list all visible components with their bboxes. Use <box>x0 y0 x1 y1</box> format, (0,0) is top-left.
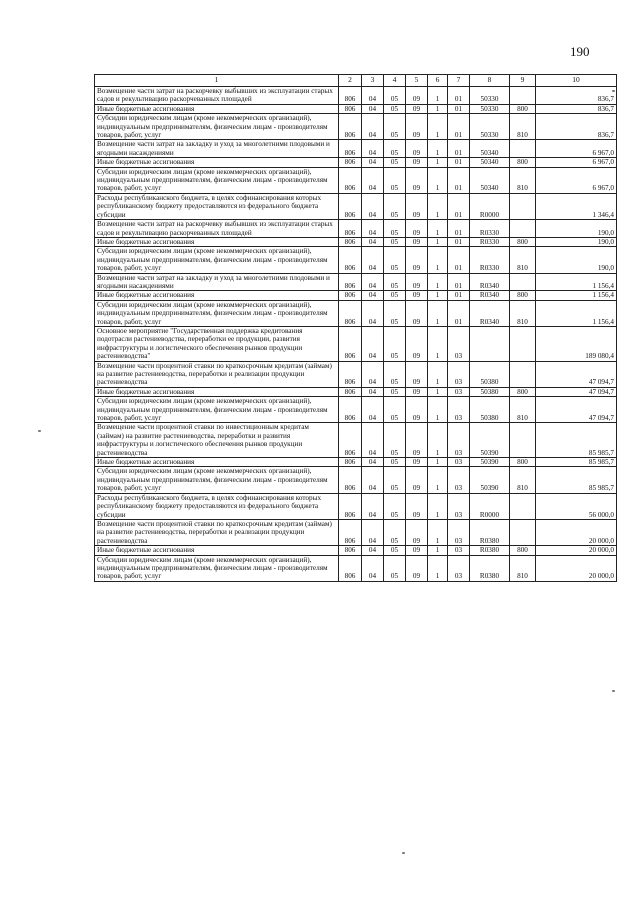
code-cell-c8: 50380 <box>470 397 510 423</box>
code-cell-c5: 09 <box>406 467 428 493</box>
code-cell-c2: 806 <box>339 273 362 291</box>
code-cell-c8: R0340 <box>470 273 510 291</box>
code-cell-c9: 810 <box>510 167 536 193</box>
code-cell-c5: 09 <box>406 361 428 387</box>
amount-cell: 47 094,7 <box>536 397 617 423</box>
column-header: 2 <box>339 75 362 87</box>
code-cell-c9: 800 <box>510 546 536 555</box>
code-cell-c2: 806 <box>339 220 362 238</box>
code-cell-c3: 04 <box>362 361 384 387</box>
code-cell-c7: 03 <box>448 467 470 493</box>
amount-cell: 190,0 <box>536 247 617 273</box>
table-row <box>95 237 617 246</box>
code-cell-c4: 05 <box>384 140 406 158</box>
row-name-cell: Возмещение части затрат на раскорчевку выбывших из эксплуатации старых садов и рекультивацию раскорчеванных площадей <box>95 87 339 105</box>
code-cell-c4: 05 <box>384 167 406 193</box>
code-cell-c4: 05 <box>384 247 406 273</box>
code-cell-c3: 04 <box>362 493 384 519</box>
code-cell-c7: 03 <box>448 458 470 467</box>
budget-table <box>94 74 617 582</box>
code-cell-c5: 09 <box>406 546 428 555</box>
code-cell-c8: 50340 <box>470 158 510 167</box>
code-cell-c2: 806 <box>339 555 362 581</box>
code-cell-c4: 05 <box>384 273 406 291</box>
code-cell-c6: 1 <box>428 361 448 387</box>
table-row <box>95 158 617 167</box>
code-cell-c4: 05 <box>384 387 406 396</box>
code-cell-c7: 03 <box>448 555 470 581</box>
column-header: 3 <box>362 75 384 87</box>
code-cell-c3: 04 <box>362 467 384 493</box>
code-cell-c7: 03 <box>448 519 470 545</box>
table-row <box>95 397 617 423</box>
amount-cell: 56 000,0 <box>536 493 617 519</box>
code-cell-c7: 01 <box>448 104 470 113</box>
code-cell-c5: 09 <box>406 493 428 519</box>
code-cell-c8: R0380 <box>470 519 510 545</box>
amount-cell: 1 156,4 <box>536 300 617 326</box>
code-cell-c7: 01 <box>448 247 470 273</box>
code-cell-c3: 04 <box>362 291 384 300</box>
code-cell-c2: 806 <box>339 158 362 167</box>
code-cell-c7: 01 <box>448 220 470 238</box>
code-cell-c6: 1 <box>428 114 448 140</box>
code-cell-c9 <box>510 493 536 519</box>
amount-cell: 6 967,0 <box>536 167 617 193</box>
amount-cell: 20 000,0 <box>536 555 617 581</box>
code-cell-c3: 04 <box>362 397 384 423</box>
code-cell-c4: 05 <box>384 546 406 555</box>
code-cell-c8: 50390 <box>470 458 510 467</box>
code-cell-c6: 1 <box>428 493 448 519</box>
row-name-cell: Возмещение части процентной ставки по инвестиционным кредитам (займам) на развитие растениеводства, переработки и развития инфраструктуры и логистического обеспечения рынков продукции растениеводства <box>95 423 339 458</box>
table-row <box>95 546 617 555</box>
code-cell-c3: 04 <box>362 387 384 396</box>
amount-cell: 20 000,0 <box>536 519 617 545</box>
scan-speck <box>402 852 405 854</box>
code-cell-c5: 09 <box>406 247 428 273</box>
table-row <box>95 467 617 493</box>
code-cell-c9: 800 <box>510 104 536 113</box>
amount-cell: 189 080,4 <box>536 326 617 361</box>
table-row <box>95 423 617 458</box>
column-header: 4 <box>384 75 406 87</box>
code-cell-c7: 01 <box>448 273 470 291</box>
table-row <box>95 493 617 519</box>
table-row <box>95 220 617 238</box>
code-cell-c7: 03 <box>448 397 470 423</box>
code-cell-c8: R0330 <box>470 237 510 246</box>
code-cell-c4: 05 <box>384 237 406 246</box>
amount-cell: 836,7 <box>536 87 617 105</box>
code-cell-c6: 1 <box>428 237 448 246</box>
code-cell-c8: 50390 <box>470 467 510 493</box>
row-name-cell: Иные бюджетные ассигнования <box>95 158 339 167</box>
code-cell-c3: 04 <box>362 237 384 246</box>
code-cell-c2: 806 <box>339 387 362 396</box>
code-cell-c3: 04 <box>362 87 384 105</box>
row-name-cell: Возмещение части затрат на закладку и уход за многолетними плодовыми и ягодными насаждениями <box>95 273 339 291</box>
code-cell-c6: 1 <box>428 193 448 219</box>
row-name-cell: Иные бюджетные ассигнования <box>95 237 339 246</box>
row-name-cell: Субсидии юридическим лицам (кроме некоммерческих организаций), индивидуальным предпринимателям, физическим лицам - производителям товаров, работ, услуг <box>95 300 339 326</box>
code-cell-c8: R0380 <box>470 555 510 581</box>
code-cell-c8: 50390 <box>470 423 510 458</box>
amount-cell: 190,0 <box>536 220 617 238</box>
code-cell-c8: 50330 <box>470 104 510 113</box>
code-cell-c3: 04 <box>362 220 384 238</box>
code-cell-c3: 04 <box>362 546 384 555</box>
table-row <box>95 458 617 467</box>
row-name-cell: Иные бюджетные ассигнования <box>95 458 339 467</box>
code-cell-c2: 806 <box>339 291 362 300</box>
code-cell-c6: 1 <box>428 247 448 273</box>
code-cell-c9: 800 <box>510 291 536 300</box>
code-cell-c2: 806 <box>339 458 362 467</box>
scan-speck <box>38 430 41 432</box>
table-row <box>95 519 617 545</box>
row-name-cell: Субсидии юридическим лицам (кроме некоммерческих организаций), индивидуальным предпринимателям, физическим лицам - производителям товаров, работ, услуг <box>95 247 339 273</box>
code-cell-c5: 09 <box>406 114 428 140</box>
code-cell-c4: 05 <box>384 397 406 423</box>
amount-cell: 20 000,0 <box>536 546 617 555</box>
amount-cell: 1 346,4 <box>536 193 617 219</box>
code-cell-c9: 800 <box>510 387 536 396</box>
code-cell-c4: 05 <box>384 87 406 105</box>
code-cell-c8: R0000 <box>470 493 510 519</box>
code-cell-c8 <box>470 326 510 361</box>
code-cell-c8: R0380 <box>470 546 510 555</box>
code-cell-c8: R0340 <box>470 291 510 300</box>
amount-cell: 190,0 <box>536 237 617 246</box>
code-cell-c6: 1 <box>428 140 448 158</box>
column-header: 9 <box>510 75 536 87</box>
code-cell-c4: 05 <box>384 326 406 361</box>
code-cell-c7: 01 <box>448 300 470 326</box>
row-name-cell: Субсидии юридическим лицам (кроме некоммерческих организаций), индивидуальным предпринимателям, физическим лицам - производителям товаров, работ, услуг <box>95 467 339 493</box>
code-cell-c4: 05 <box>384 220 406 238</box>
code-cell-c9 <box>510 193 536 219</box>
row-name-cell: Расходы республиканского бюджета, в целях софинансирования которых республиканскому бюджету предоставляются из федерального бюджета субсидии <box>95 493 339 519</box>
code-cell-c4: 05 <box>384 193 406 219</box>
row-name-cell: Иные бюджетные ассигнования <box>95 104 339 113</box>
header-row <box>95 75 617 87</box>
amount-cell: 6 967,0 <box>536 140 617 158</box>
table-row <box>95 140 617 158</box>
code-cell-c4: 05 <box>384 158 406 167</box>
code-cell-c7: 01 <box>448 158 470 167</box>
code-cell-c2: 806 <box>339 423 362 458</box>
code-cell-c7: 03 <box>448 326 470 361</box>
code-cell-c2: 806 <box>339 114 362 140</box>
code-cell-c9: 810 <box>510 555 536 581</box>
code-cell-c3: 04 <box>362 247 384 273</box>
code-cell-c6: 1 <box>428 300 448 326</box>
code-cell-c3: 04 <box>362 458 384 467</box>
code-cell-c8: 50380 <box>470 387 510 396</box>
code-cell-c2: 806 <box>339 140 362 158</box>
code-cell-c2: 806 <box>339 247 362 273</box>
code-cell-c7: 01 <box>448 237 470 246</box>
code-cell-c4: 05 <box>384 291 406 300</box>
code-cell-c5: 09 <box>406 326 428 361</box>
amount-cell: 6 967,0 <box>536 158 617 167</box>
code-cell-c2: 806 <box>339 361 362 387</box>
table-row <box>95 361 617 387</box>
column-header: 10 <box>536 75 617 87</box>
code-cell-c6: 1 <box>428 387 448 396</box>
column-header: 5 <box>406 75 428 87</box>
code-cell-c6: 1 <box>428 519 448 545</box>
code-cell-c4: 05 <box>384 519 406 545</box>
code-cell-c3: 04 <box>362 114 384 140</box>
code-cell-c2: 806 <box>339 397 362 423</box>
table-row <box>95 300 617 326</box>
scan-speck <box>612 690 615 692</box>
code-cell-c9: 810 <box>510 300 536 326</box>
code-cell-c3: 04 <box>362 519 384 545</box>
code-cell-c5: 09 <box>406 220 428 238</box>
code-cell-c3: 04 <box>362 193 384 219</box>
code-cell-c9: 810 <box>510 397 536 423</box>
row-name-cell: Основное мероприятие "Государственная поддержка кредитования подотрасли растениеводства, переработки ее продукции, развития инфраструктуры и логистического обеспечения рынков продукции растениеводства" <box>95 326 339 361</box>
code-cell-c4: 05 <box>384 104 406 113</box>
code-cell-c4: 05 <box>384 467 406 493</box>
code-cell-c9 <box>510 273 536 291</box>
table-row <box>95 87 617 105</box>
table-row <box>95 273 617 291</box>
code-cell-c7: 03 <box>448 387 470 396</box>
code-cell-c8: R0340 <box>470 300 510 326</box>
code-cell-c8: 50380 <box>470 361 510 387</box>
row-name-cell: Возмещение части процентной ставки по краткосрочным кредитам (займам) на развитие растениеводства, переработки и реализации продукции растениеводства <box>95 361 339 387</box>
code-cell-c7: 01 <box>448 291 470 300</box>
row-name-cell: Расходы республиканского бюджета, в целях софинансирования которых республиканскому бюджету предоставляются из федерального бюджета субсидии <box>95 193 339 219</box>
code-cell-c2: 806 <box>339 193 362 219</box>
code-cell-c5: 09 <box>406 291 428 300</box>
code-cell-c5: 09 <box>406 158 428 167</box>
code-cell-c2: 806 <box>339 167 362 193</box>
page-number: 190 <box>570 44 590 59</box>
code-cell-c5: 09 <box>406 300 428 326</box>
code-cell-c3: 04 <box>362 300 384 326</box>
amount-cell: 1 156,4 <box>536 291 617 300</box>
code-cell-c3: 04 <box>362 104 384 113</box>
code-cell-c9: 810 <box>510 247 536 273</box>
code-cell-c9 <box>510 140 536 158</box>
code-cell-c9: 800 <box>510 237 536 246</box>
code-cell-c7: 01 <box>448 114 470 140</box>
table-row <box>95 247 617 273</box>
code-cell-c4: 05 <box>384 555 406 581</box>
scan-speck <box>612 90 615 92</box>
row-name-cell: Возмещение части затрат на раскорчевку выбывших из эксплуатации старых садов и рекультивацию раскорчеванных площадей <box>95 220 339 238</box>
code-cell-c5: 09 <box>406 397 428 423</box>
code-cell-c9 <box>510 220 536 238</box>
code-cell-c2: 806 <box>339 104 362 113</box>
code-cell-c8: 50340 <box>470 140 510 158</box>
amount-cell: 85 985,7 <box>536 423 617 458</box>
code-cell-c7: 03 <box>448 493 470 519</box>
row-name-cell: Субсидии юридическим лицам (кроме некоммерческих организаций), индивидуальным предпринимателям, физическим лицам - производителям товаров, работ, услуг <box>95 167 339 193</box>
code-cell-c6: 1 <box>428 458 448 467</box>
amount-cell: 85 985,7 <box>536 458 617 467</box>
code-cell-c9 <box>510 326 536 361</box>
code-cell-c2: 806 <box>339 493 362 519</box>
code-cell-c4: 05 <box>384 423 406 458</box>
amount-cell: 836,7 <box>536 104 617 113</box>
code-cell-c6: 1 <box>428 167 448 193</box>
code-cell-c3: 04 <box>362 140 384 158</box>
code-cell-c3: 04 <box>362 273 384 291</box>
table-body <box>95 87 617 582</box>
row-name-cell: Возмещение части процентной ставки по краткосрочным кредитам (займам) на развитие растениеводства, переработки и реализации продукции растениеводства <box>95 519 339 545</box>
code-cell-c3: 04 <box>362 158 384 167</box>
amount-cell: 85 985,7 <box>536 467 617 493</box>
code-cell-c2: 806 <box>339 519 362 545</box>
code-cell-c9 <box>510 87 536 105</box>
code-cell-c3: 04 <box>362 555 384 581</box>
amount-cell: 47 094,7 <box>536 361 617 387</box>
code-cell-c7: 03 <box>448 423 470 458</box>
code-cell-c7: 03 <box>448 361 470 387</box>
column-header: 1 <box>95 75 339 87</box>
code-cell-c5: 09 <box>406 458 428 467</box>
code-cell-c5: 09 <box>406 423 428 458</box>
code-cell-c2: 806 <box>339 467 362 493</box>
code-cell-c5: 09 <box>406 519 428 545</box>
column-header: 7 <box>448 75 470 87</box>
code-cell-c3: 04 <box>362 326 384 361</box>
code-cell-c6: 1 <box>428 104 448 113</box>
table-row <box>95 104 617 113</box>
code-cell-c4: 05 <box>384 300 406 326</box>
code-cell-c2: 806 <box>339 300 362 326</box>
row-name-cell: Возмещение части затрат на закладку и уход за многолетними плодовыми и ягодными насаждениями <box>95 140 339 158</box>
code-cell-c8: R0330 <box>470 247 510 273</box>
row-name-cell: Субсидии юридическим лицам (кроме некоммерческих организаций), индивидуальным предпринимателям, физическим лицам - производителям товаров, работ, услуг <box>95 397 339 423</box>
code-cell-c9: 800 <box>510 458 536 467</box>
code-cell-c5: 09 <box>406 140 428 158</box>
code-cell-c8: 50340 <box>470 167 510 193</box>
code-cell-c5: 09 <box>406 387 428 396</box>
code-cell-c2: 806 <box>339 237 362 246</box>
code-cell-c7: 01 <box>448 140 470 158</box>
code-cell-c6: 1 <box>428 467 448 493</box>
code-cell-c2: 806 <box>339 326 362 361</box>
code-cell-c9 <box>510 361 536 387</box>
row-name-cell: Иные бюджетные ассигнования <box>95 546 339 555</box>
code-cell-c7: 03 <box>448 546 470 555</box>
code-cell-c8: 50330 <box>470 87 510 105</box>
code-cell-c5: 09 <box>406 237 428 246</box>
code-cell-c9 <box>510 519 536 545</box>
code-cell-c5: 09 <box>406 167 428 193</box>
column-header: 8 <box>470 75 510 87</box>
table-row <box>95 193 617 219</box>
table-row <box>95 291 617 300</box>
code-cell-c3: 04 <box>362 167 384 193</box>
code-cell-c5: 09 <box>406 555 428 581</box>
code-cell-c5: 09 <box>406 193 428 219</box>
row-name-cell: Иные бюджетные ассигнования <box>95 387 339 396</box>
amount-cell: 836,7 <box>536 114 617 140</box>
table-row <box>95 555 617 581</box>
code-cell-c4: 05 <box>384 493 406 519</box>
row-name-cell: Субсидии юридическим лицам (кроме некоммерческих организаций), индивидуальным предпринимателям, физическим лицам - производителям товаров, работ, услуг <box>95 114 339 140</box>
column-header: 6 <box>428 75 448 87</box>
code-cell-c4: 05 <box>384 114 406 140</box>
code-cell-c9: 810 <box>510 467 536 493</box>
code-cell-c6: 1 <box>428 423 448 458</box>
code-cell-c6: 1 <box>428 546 448 555</box>
table-row <box>95 114 617 140</box>
code-cell-c9 <box>510 423 536 458</box>
code-cell-c5: 09 <box>406 104 428 113</box>
code-cell-c7: 01 <box>448 167 470 193</box>
amount-cell: 47 094,7 <box>536 387 617 396</box>
code-cell-c6: 1 <box>428 158 448 167</box>
row-name-cell: Субсидии юридическим лицам (кроме некоммерческих организаций), индивидуальным предпринимателям, физическим лицам - производителям товаров, работ, услуг <box>95 555 339 581</box>
code-cell-c2: 806 <box>339 87 362 105</box>
code-cell-c3: 04 <box>362 423 384 458</box>
code-cell-c5: 09 <box>406 87 428 105</box>
row-name-cell: Иные бюджетные ассигнования <box>95 291 339 300</box>
code-cell-c8: R0330 <box>470 220 510 238</box>
code-cell-c6: 1 <box>428 326 448 361</box>
code-cell-c6: 1 <box>428 397 448 423</box>
code-cell-c9: 800 <box>510 158 536 167</box>
code-cell-c4: 05 <box>384 361 406 387</box>
amount-cell: 1 156,4 <box>536 273 617 291</box>
code-cell-c6: 1 <box>428 291 448 300</box>
code-cell-c8: R0000 <box>470 193 510 219</box>
code-cell-c8: 50330 <box>470 114 510 140</box>
table-row <box>95 387 617 396</box>
table-row <box>95 326 617 361</box>
code-cell-c6: 1 <box>428 555 448 581</box>
code-cell-c4: 05 <box>384 458 406 467</box>
code-cell-c9: 810 <box>510 114 536 140</box>
code-cell-c7: 01 <box>448 193 470 219</box>
code-cell-c5: 09 <box>406 273 428 291</box>
table-row <box>95 167 617 193</box>
code-cell-c6: 1 <box>428 87 448 105</box>
code-cell-c6: 1 <box>428 220 448 238</box>
code-cell-c7: 01 <box>448 87 470 105</box>
code-cell-c2: 806 <box>339 546 362 555</box>
code-cell-c6: 1 <box>428 273 448 291</box>
